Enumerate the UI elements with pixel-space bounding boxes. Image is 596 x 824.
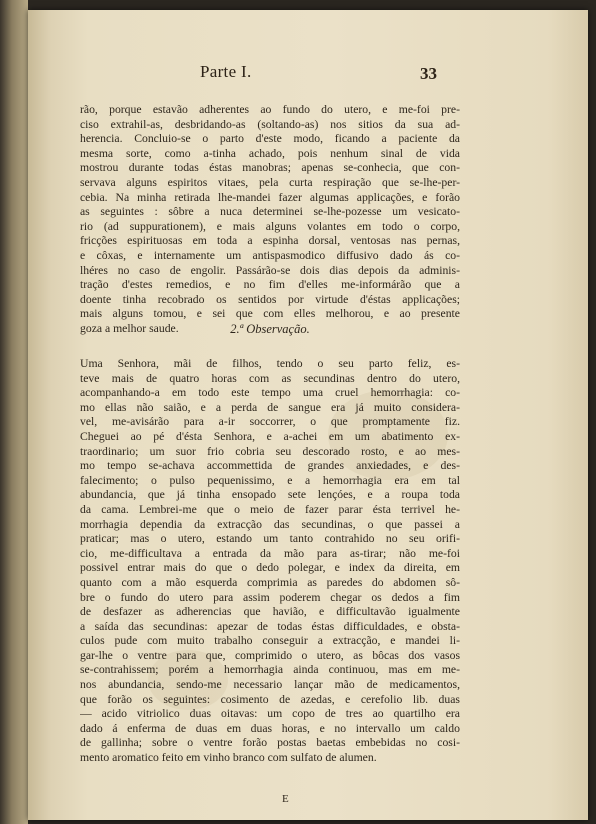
text-line: culos pude com muito trabalho conseguir a extracção, e mandei li- (80, 634, 460, 648)
text-line: doente tinha recobrado os sentidos por virtude d'éstas applicações; (80, 292, 460, 306)
text-line: teve mais de quatro horas com as secundinas dentro do utero, (80, 371, 460, 385)
text-line: rio (ad suppurationem), e mais alguns volantes em todo o corpo, (80, 219, 460, 233)
text-line: que forão os seguintes: cosimento de azedas, e cerefolio lib. duas (80, 692, 460, 706)
text-line: Uma Senhora, mãi de filhos, tendo o seu parto feliz, es- (80, 357, 460, 370)
text-line: abundancia, que já tinha ensopado sete lençóes, e a roupa toda (80, 488, 460, 502)
text-line: morrhagia dependia da extracção das secundinas, o que passei a (80, 517, 460, 531)
text-line: servava alguns espiritos vitaes, pela curta respiração que se-lhe-per- (80, 175, 460, 189)
book-spine-edge (0, 0, 28, 824)
text-line: quanto com a mão esquerda comprimia as paredes do abdomen sô- (80, 575, 460, 589)
signature-mark: E (282, 793, 289, 805)
paragraph-first (80, 103, 460, 337)
text-line: da cama. Lembrei-me que o meio de fazer parar ésta terrivel he- (80, 502, 460, 516)
paragraph-second (80, 357, 460, 766)
running-title: Parte I. (200, 62, 252, 81)
text-line: mo tempo se-achava accommettida de grandes anxiedades, e des- (80, 459, 460, 473)
text-line: possivel entrar mais do que o dedo polegar, e index da direita, em (80, 561, 460, 575)
text-line: ciso extrahil-as, desbridando-as (soltando-as) nos sitios da sua ad- (80, 117, 460, 131)
text-line: a saída das secundinas: apezar de todas éstas difficuldades, e obsta- (80, 619, 460, 633)
text-line: mo ellas não saião, e a perda de sangue era já muito considera- (80, 400, 460, 414)
text-line: cio, me-difficultava a entrada da mão para as-tirar; não me-foi (80, 546, 460, 560)
text-line: falecimento; o pulso pequenissimo, e a hemorrhagia era em tal (80, 473, 460, 487)
text-line: vel, me-avisárão para a-ir soccorrer, o que promptamente fiz. (80, 415, 460, 429)
text-line: lhéres no caso de engolir. Passárão-se dois dias depois da adminis- (80, 263, 460, 277)
text-line: as seguintes : sôbre a nuca determinei se-lhe-pozesse um vesicato- (80, 205, 460, 219)
text-line: Cheguei ao pé d'ésta Senhora, e a-achei em um abatimento ex- (80, 429, 460, 443)
text-line: gar-lhe o ventre para que, comprimido o utero, as bôcas dos vasos (80, 648, 460, 662)
text-line: traordinario; um suor frio cobria seu descorado rosto, e ao mes- (80, 444, 460, 458)
text-line: dado á enferma de duas em duas horas, e no intervallo um caldo (80, 721, 460, 735)
text-line: bre o fundo do utero para assim poderem chegar os dedos a fim (80, 590, 460, 604)
text-line: mais alguns tomou, e sei que com elles melhorou, e ao presente (80, 307, 460, 321)
text-line: fricções espirituosas em toda a espinha dorsal, ventosas nas pernas, (80, 234, 460, 248)
text-line: goza a melhor saude. (80, 321, 179, 335)
text-line: mesma sorte, como a-tinha achado, pois nenhum sinal de vida (80, 146, 460, 160)
text-line: de gallinha; sobre o ventre forão postas baetas embebidas no cosi- (80, 736, 460, 750)
page-number: 33 (420, 64, 437, 83)
text-line: mento aromatico feito em vinho branco com sulfato de alumen. (80, 751, 377, 765)
text-line: acompanhando-a em todo este tempo uma cruel hemorrhagia: co- (80, 386, 460, 400)
text-line: se-contrahissem; porém a hemorrhagia ainda continuou, mas em me- (80, 663, 460, 677)
text-line: e côxas, e internamente um antispasmodico diffusivo dado ás co- (80, 248, 460, 262)
text-line: de desfazer as adherencias que havião, e difficultavão igualmente (80, 605, 460, 619)
text-line: — acido vitriolico duas oitavas: um copo de tres ao quartilho era (80, 707, 460, 721)
text-line: praticar; mas o utero, estando um tanto contrahido no seu orifi- (80, 532, 460, 546)
section-heading: 2.ª Observação. (230, 322, 310, 336)
text-line: rão, porque estavão adherentes ao fundo do utero, e me-foi pre- (80, 103, 460, 116)
text-line: nos abundancia, sendo-me necessario lançar mão de medicamentos, (80, 678, 460, 692)
text-line: tração d'estes remedios, e no fim d'elles me-informárão que a (80, 278, 460, 292)
text-line: cebia. Na minha retirada lhe-mandei fazer algumas applicações, e forão (80, 190, 460, 204)
text-line: herencia. Concluio-se o parto d'este modo, ficando a paciente da (80, 132, 460, 146)
text-line: mostrou durante todas éstas manobras; apenas se-conhecia, que con- (80, 161, 460, 175)
